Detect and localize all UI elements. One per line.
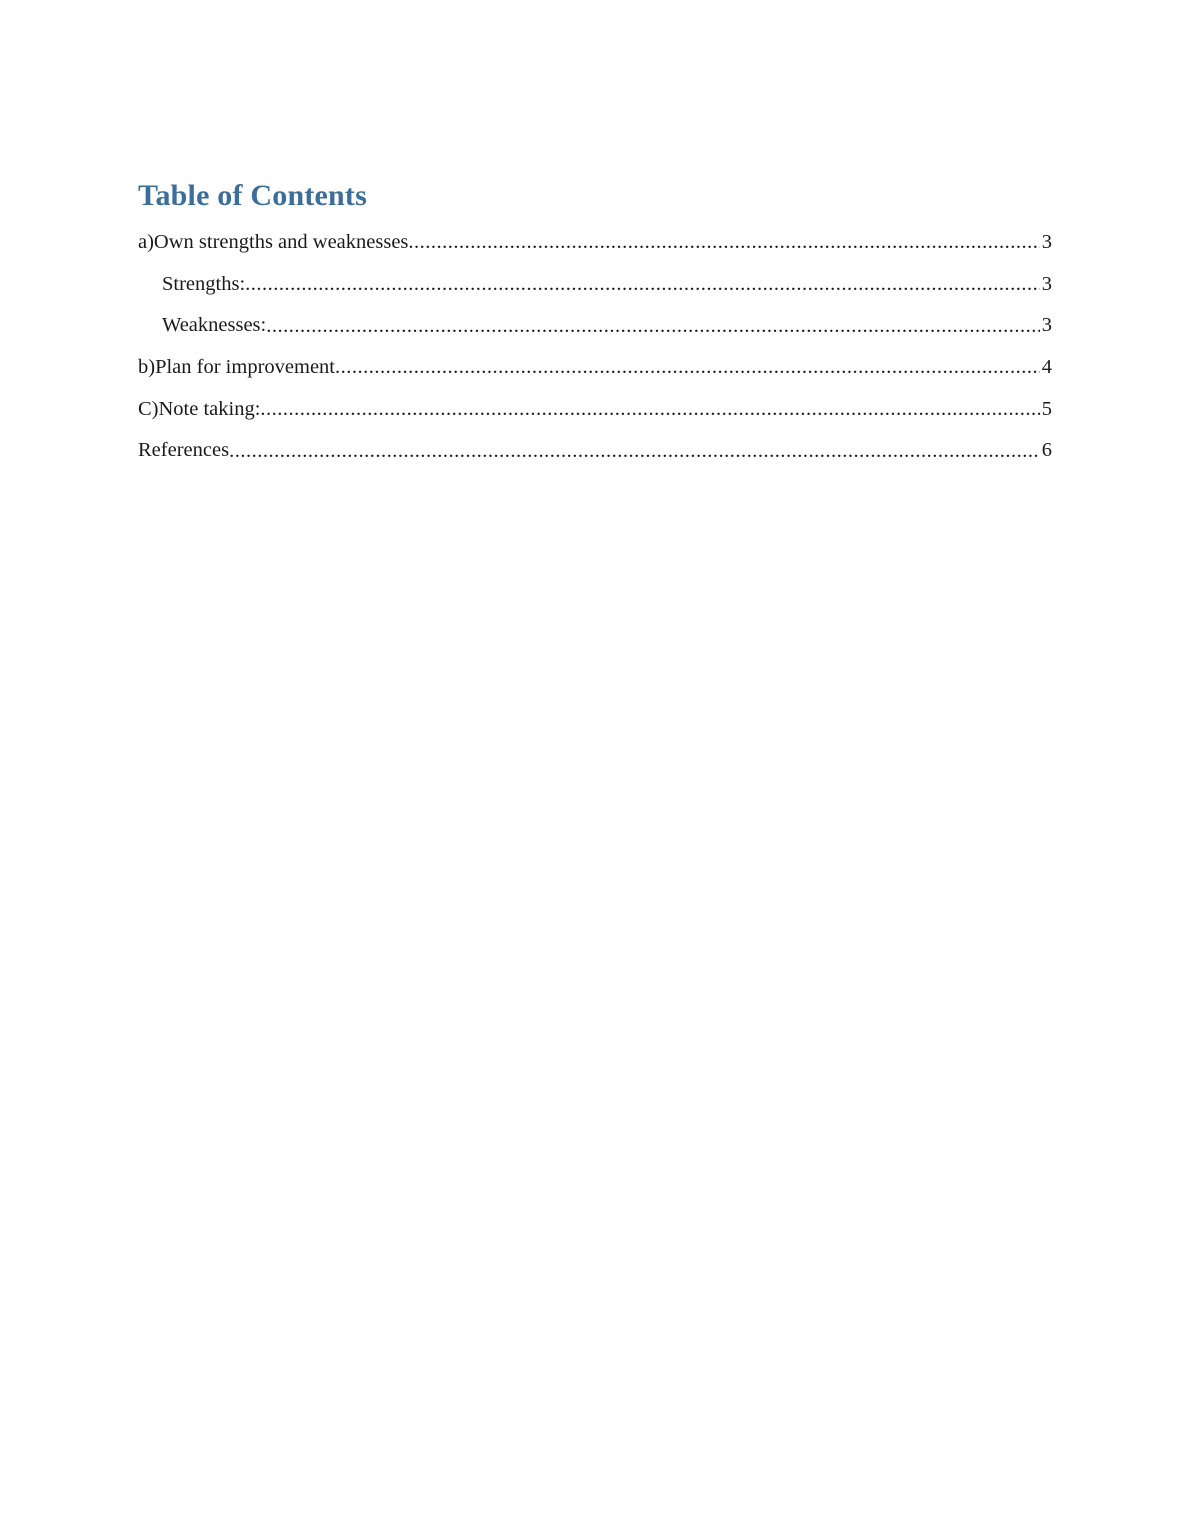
toc-heading: Table of Contents <box>138 179 367 212</box>
toc-entry-page: 3 <box>1041 231 1052 253</box>
toc-entry[interactable] <box>138 264 1052 306</box>
toc-entry[interactable] <box>138 430 1052 472</box>
toc-entry-label: b)Plan for improvement <box>138 356 335 379</box>
toc-entry-label: a)Own strengths and weaknesses <box>138 231 409 253</box>
toc-leader-dots <box>229 441 1040 462</box>
toc-entry[interactable] <box>138 347 1052 389</box>
toc-entry-label: References <box>138 439 230 462</box>
table-of-contents <box>138 178 1052 472</box>
toc-entry-label: Strengths: <box>162 272 246 295</box>
toc-entry-page: 5 <box>1041 397 1052 420</box>
toc-leader-dots <box>408 232 1040 253</box>
toc-entry[interactable] <box>138 222 1052 264</box>
toc-entry[interactable] <box>138 389 1052 431</box>
toc-entry-label: Weaknesses: <box>162 314 267 337</box>
toc-leader-dots <box>260 399 1040 420</box>
toc-entry-list <box>138 222 1052 472</box>
toc-leader-dots <box>245 274 1040 295</box>
toc-leader-dots <box>266 316 1040 337</box>
toc-entry-label: C)Note taking: <box>138 397 261 420</box>
toc-entry-page: 3 <box>1041 314 1052 337</box>
toc-entry-page: 4 <box>1041 356 1052 379</box>
toc-entry[interactable] <box>138 305 1052 347</box>
toc-entry-page: 3 <box>1041 272 1052 295</box>
toc-leader-dots <box>335 357 1040 378</box>
toc-entry-page: 6 <box>1041 439 1052 462</box>
